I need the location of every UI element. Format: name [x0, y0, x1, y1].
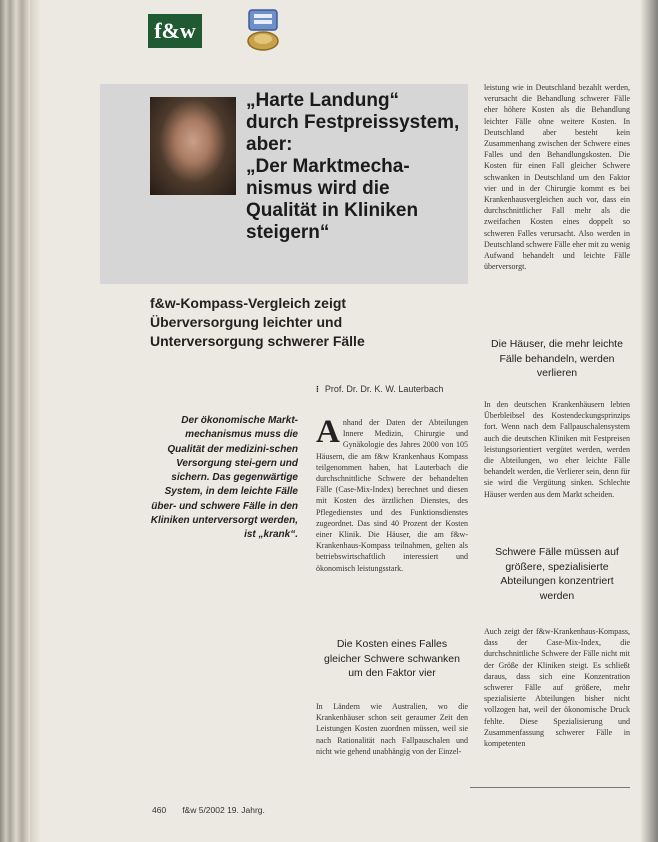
headline-line: steigern“ [246, 222, 330, 243]
body-text: In Ländern wie Australien, wo die Krankenhäuser schon seit geraumer Zeit den Leistungen Kosten zuordnen müssen, weil sie nach Rationalität nach Fallpauschalen und nicht wie gehend unabhängig von der Einzel- [316, 702, 468, 756]
headline-line: „Der Marktmecha- [246, 156, 410, 177]
award-badge-icon [245, 8, 281, 52]
section-subheading: Die Kosten eines Falles gleicher Schwere schwanken um den Faktor vier [324, 638, 460, 679]
body-column-middle [316, 414, 468, 574]
subheadline [150, 294, 450, 351]
byline-marker-icon: ⁝ [316, 384, 319, 394]
headline-line: durch Festpreissystem, [246, 112, 460, 133]
section-subheading: Schwere Fälle müssen auf größere, spezialisierte Abteilungen konzentriert werden [495, 546, 619, 602]
body-text: Auch zeigt der f&w-Krankenhaus-Kompass, dass der Case-Mix-Index, die durchschnittliche Schwere der Fälle nicht mit der Größe der Kliniken steigt. Es schließt daraus, dass sich eine Konzentration schwerer Fälle auf größere, mehr spezialisierte Abteilungen bisher nicht vollzogen hat, weil der ökonomische Druck fehlte. Diese Spezialisierung und Zusammenfassung schwerer Fälle in kompetenten [484, 627, 630, 749]
subheadline-line: Überversorgung leichter und [150, 314, 343, 330]
byline [316, 384, 443, 395]
lead-paragraph: Der ökonomische Markt-mechanismus muss die Qualität der medizini-schen Versorgung stei-gern und sichern. Das gegenwärtige System, in dem leichte Fälle über- und schwere Fälle in den Kliniken unterversorgt werden, ist „krank“. [150, 415, 298, 541]
section-subheading: Die Häuser, die mehr leichte Fälle behandeln, werden verlieren [491, 338, 623, 379]
headline-line: Qualität in Kliniken [246, 200, 419, 221]
author-photo [150, 97, 236, 195]
book-page-edges [0, 0, 30, 842]
headline-line: „Harte Landung“ [246, 90, 400, 111]
author-name: Prof. Dr. Dr. K. W. Lauterbach [324, 384, 444, 394]
headline-line: nismus wird die [246, 178, 390, 199]
book-gutter [30, 0, 42, 842]
footer-rule [470, 787, 630, 788]
body-text: In den deutschen Krankenhäusern lebten Überbleibsel des Kostendeckungsprinzips fort. Wenn nach dem Fallpauschalensystem auch die deutschen Kliniken mit Festpreisen leistungsorientiert vergütet werden, werden die Abteilungen, wo eher leichte Fälle behandelt werden, die Verlierer sein, denn für sie wird die Vergütung sinken. Schlechte Häuser werden aus dem Markt scheiden. [484, 400, 631, 499]
subheadline-line: Unterversorgung schwerer Fälle [150, 333, 365, 349]
page-number: 460 [152, 805, 167, 815]
body-text: nhand der Daten der Abteilungen Innere Medizin, Chirurgie und Gynäkologie des Jahres 2000 von 105 Häusern, die am f&w Krankenhaus Kompass teilgenommen haben, hat Lauterbach die durchschnittliche Schwere der behandelten Fälle (Case-Mix-Index) berechnet und diesen mit Kosten des ärztlichen Dienstes, des Pflegedienstes und des Funktionsdienstes zugeordnet. Das sind 40 Prozent der Kosten einer Klinik. Die Häuser, die am f&w-Krankenhaus-Kompass teilnahmen, gelten als betriebswirtschaftlich interessiert und ökonomisch leistungsstark. [316, 418, 468, 573]
subheadline-line: f&w-Kompass-Vergleich zeigt [150, 295, 347, 311]
body-text: leistung wie in Deutschland bezahlt werden, verursacht die Behandlung schwerer Fälle eher höhere Kosten als die Behandlung leichter Fälle ohne weitere Kosten. In Deutschland aber besteht kein Zusammenhang zwischen der Schwere eines Falles und den Behandlungskosten. Die Kosten für einen Fall gleicher Schwere schwanken in Deutschland um den Faktor vier und in der Chirurgie kommt es bei Krankenhausvergleichen auch vor, dass ein durchschnittlicher Fall mehr als die zweifachen Kosten eines doppelt so schweren Falles verursacht. Also werden in Deutschland schwere Fälle eher mit zu wenig Aufwand behandelt und leichte Fälle überversorgt. [484, 83, 630, 272]
fw-logo: f&w [148, 14, 202, 48]
page-footer [152, 805, 281, 815]
drop-cap: A [316, 414, 340, 450]
headline [246, 90, 474, 244]
page-curl-shadow [640, 0, 658, 842]
issue-info: f&w 5/2002 19. Jahrg. [182, 805, 265, 815]
headline-line: aber: [246, 134, 293, 155]
